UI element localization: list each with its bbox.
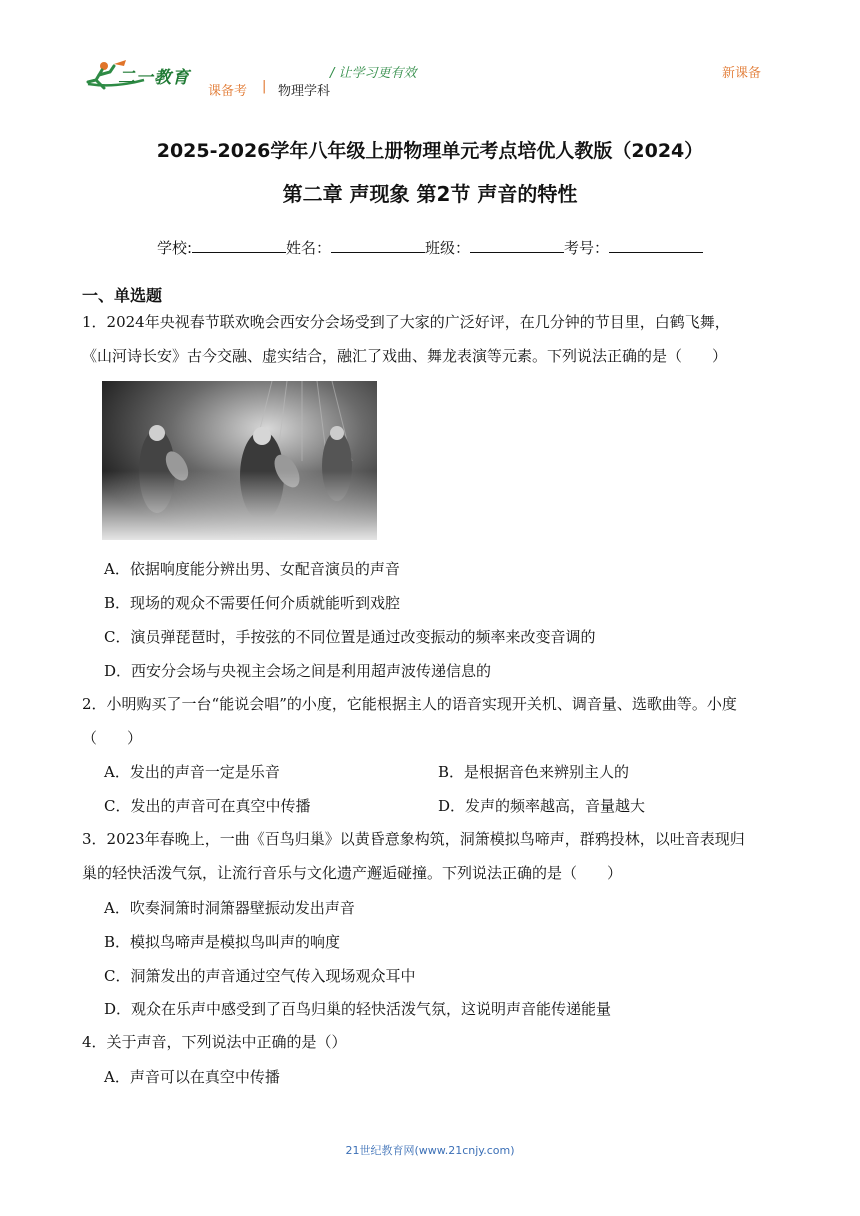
q2-stem-line2: （ ） — [82, 729, 143, 747]
logo-text: 二一教育 — [118, 68, 190, 88]
header-tag-left: 课备考 — [208, 84, 248, 99]
q2-option-d: D．发声的频率越高，音量越大 — [438, 797, 646, 815]
q3-option-d: D．观众在乐声中感受到了百鸟归巢的轻快活泼气氛，这说明声音能传递能量 — [104, 1000, 612, 1018]
q1-option-b: B．现场的观众不需要任何介质就能听到戏腔 — [104, 594, 401, 612]
footer-source: 21世纪教育网(www.21cnjy.com) — [345, 1144, 515, 1157]
performance-photo — [102, 381, 377, 540]
document-title: 2025-2026学年八年级上册物理单元考点培优人教版（2024） — [156, 140, 704, 162]
chapter-title: 第二章 声现象 第2节 声音的特性 — [282, 182, 578, 206]
slogan: / 让学习更有效 — [330, 66, 417, 81]
name-blank — [331, 238, 425, 253]
q1-stem-line1: 1．2024年央视春节联欢晚会西安分会场受到了大家的广泛好评，在几分钟的节目里，白鹤飞舞， — [82, 313, 730, 331]
school-blank — [192, 238, 286, 253]
q3-stem-line1: 3．2023年春晚上，一曲《百鸟归巢》以黄昏意象构筑，洞箫模拟鸟啼声，群鸦投林，以吐音表现归 — [82, 830, 745, 848]
q4-stem: 4．关于声音，下列说法中正确的是（） — [82, 1033, 347, 1051]
header-tag-subject: 物理学科 — [278, 84, 331, 99]
q2-stem-line1: 2．小明购买了一台“能说会唱”的小度，它能根据主人的语音实现开关机、调音量、选歌曲等。小度 — [82, 695, 737, 713]
section-title: 一、单选题 — [82, 286, 163, 305]
q3-option-a: A．吹奏洞箫时洞箫器壁振动发出声音 — [104, 899, 355, 917]
q1-option-c: C．演员弹琵琶时，手按弦的不同位置是通过改变振动的频率来改变音调的 — [104, 628, 596, 646]
exam-no-blank — [609, 238, 703, 253]
q2-option-b: B．是根据音色来辨别主人的 — [438, 763, 630, 781]
class-blank — [470, 238, 564, 253]
header-tag-separator: | — [262, 79, 267, 94]
class-label: 班级： — [425, 239, 471, 257]
q2-option-c: C．发出的声音可在真空中传播 — [104, 797, 311, 815]
name-label: 姓名： — [286, 239, 332, 257]
school-label: 学校: — [156, 239, 192, 257]
exam-no-label: 考号： — [564, 239, 610, 257]
header-tag-new: 新课备 — [722, 66, 762, 81]
student-info-line — [0, 237, 860, 258]
q3-option-c: C．洞箫发出的声音通过空气传入现场观众耳中 — [104, 967, 416, 985]
q4-option-a: A．声音可以在真空中传播 — [104, 1068, 280, 1086]
q1-option-a: A．依据响度能分辨出男、女配音演员的声音 — [104, 560, 400, 578]
q3-option-b: B．模拟鸟啼声是模拟鸟叫声的响度 — [104, 933, 341, 951]
q1-stem-line2: 《山河诗长安》古今交融、虚实结合，融汇了戏曲、舞龙表演等元素。下列说法正确的是（ ） — [82, 347, 728, 365]
q1-option-d: D．西安分会场与央视主会场之间是利用超声波传递信息的 — [104, 662, 492, 680]
q3-stem-line2: 巢的轻快活泼气氛，让流行音乐与文化遗产邂逅碰撞。下列说法正确的是（ ） — [82, 864, 623, 882]
q2-option-a: A．发出的声音一定是乐音 — [104, 763, 280, 781]
